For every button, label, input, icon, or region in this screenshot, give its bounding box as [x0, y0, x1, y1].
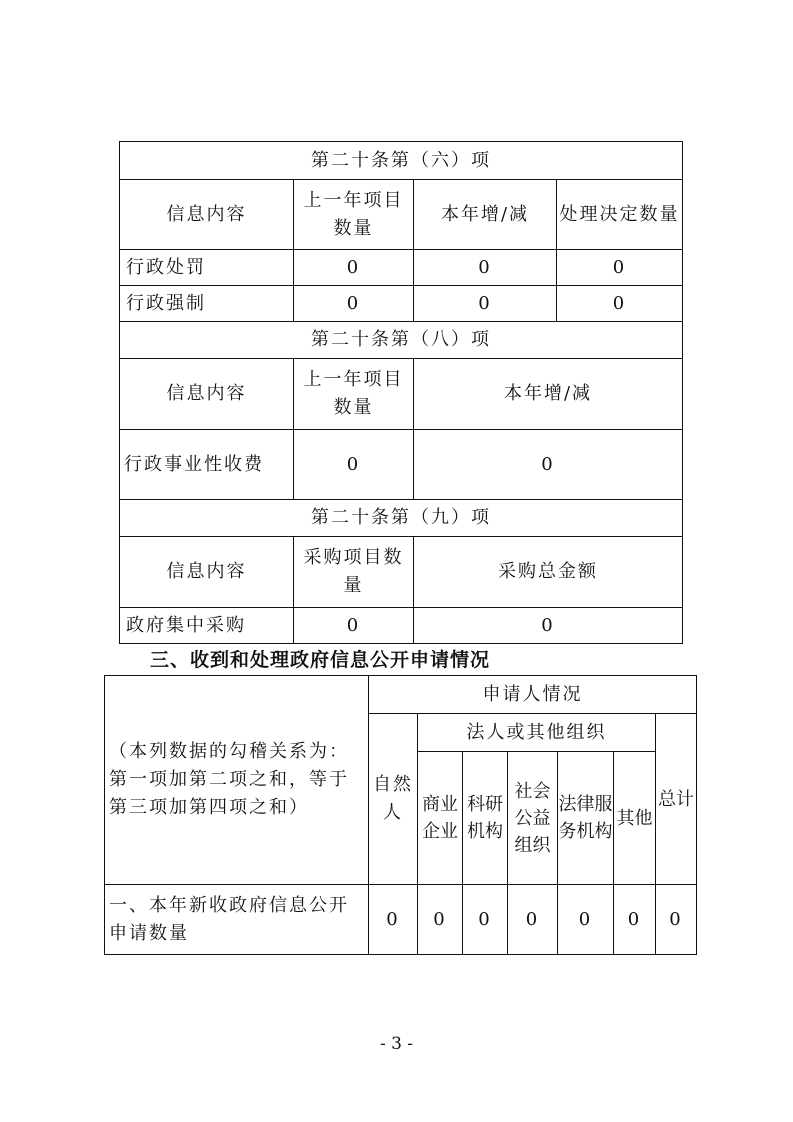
cell-commercial: 0 — [418, 885, 463, 955]
application-table — [104, 675, 697, 955]
cell-change: 0 — [414, 286, 557, 322]
row-label: 行政强制 — [120, 286, 294, 322]
legal-entity-header: 法人或其他组织 — [418, 714, 656, 752]
cell-change: 0 — [414, 250, 557, 286]
col-header-info: 信息内容 — [120, 359, 294, 430]
col-total: 总计 — [656, 714, 697, 885]
page-number: - 3 - — [379, 1034, 414, 1054]
cell-research: 0 — [463, 885, 508, 955]
relation-note: （本列数据的勾稽关系为：第一项加第二项之和，等于第三项加第四项之和） — [105, 676, 369, 885]
section-header-6: 第二十条第（六）项 — [120, 142, 683, 180]
row-label: 行政处罚 — [120, 250, 294, 286]
section-header-9: 第二十条第（九）项 — [120, 500, 683, 537]
col-header-amount: 采购总金额 — [414, 537, 683, 608]
col-social-welfare: 社会公益组织 — [508, 752, 558, 885]
col-header-count: 采购项目数量 — [294, 537, 414, 608]
cell-prev: 0 — [294, 250, 414, 286]
cell-decision: 0 — [557, 286, 683, 322]
cell-decision: 0 — [557, 250, 683, 286]
section-title: 三、收到和处理政府信息公开申请情况 — [150, 649, 491, 671]
cell-natural: 0 — [369, 885, 418, 955]
cell-count: 0 — [294, 608, 414, 644]
col-header-decision: 处理决定数量 — [557, 180, 683, 250]
cell-total: 0 — [656, 885, 697, 955]
cell-social: 0 — [508, 885, 558, 955]
col-header-prev: 上一年项目数量 — [294, 359, 414, 430]
col-other: 其他 — [614, 752, 656, 885]
col-header-info: 信息内容 — [120, 537, 294, 608]
col-research: 科研机构 — [463, 752, 508, 885]
cell-prev: 0 — [294, 430, 414, 500]
col-natural-person: 自然人 — [369, 714, 418, 885]
col-legal-service: 法律服务机构 — [558, 752, 614, 885]
disclosure-table-articles — [119, 141, 683, 644]
cell-prev: 0 — [294, 286, 414, 322]
row-label: 行政事业性收费 — [120, 430, 294, 500]
cell-other: 0 — [614, 885, 656, 955]
row-label: 政府集中采购 — [120, 608, 294, 644]
cell-legal-service: 0 — [558, 885, 614, 955]
cell-change: 0 — [414, 430, 683, 500]
col-header-info: 信息内容 — [120, 180, 294, 250]
col-commercial: 商业企业 — [418, 752, 463, 885]
applicant-header: 申请人情况 — [369, 676, 697, 714]
cell-amount: 0 — [414, 608, 683, 644]
col-header-change: 本年增/减 — [414, 180, 557, 250]
col-header-prev: 上一年项目数量 — [294, 180, 414, 250]
section-header-8: 第二十条第（八）项 — [120, 322, 683, 359]
col-header-change: 本年增/减 — [414, 359, 683, 430]
row-label: 一、本年新收政府信息公开申请数量 — [105, 885, 369, 955]
